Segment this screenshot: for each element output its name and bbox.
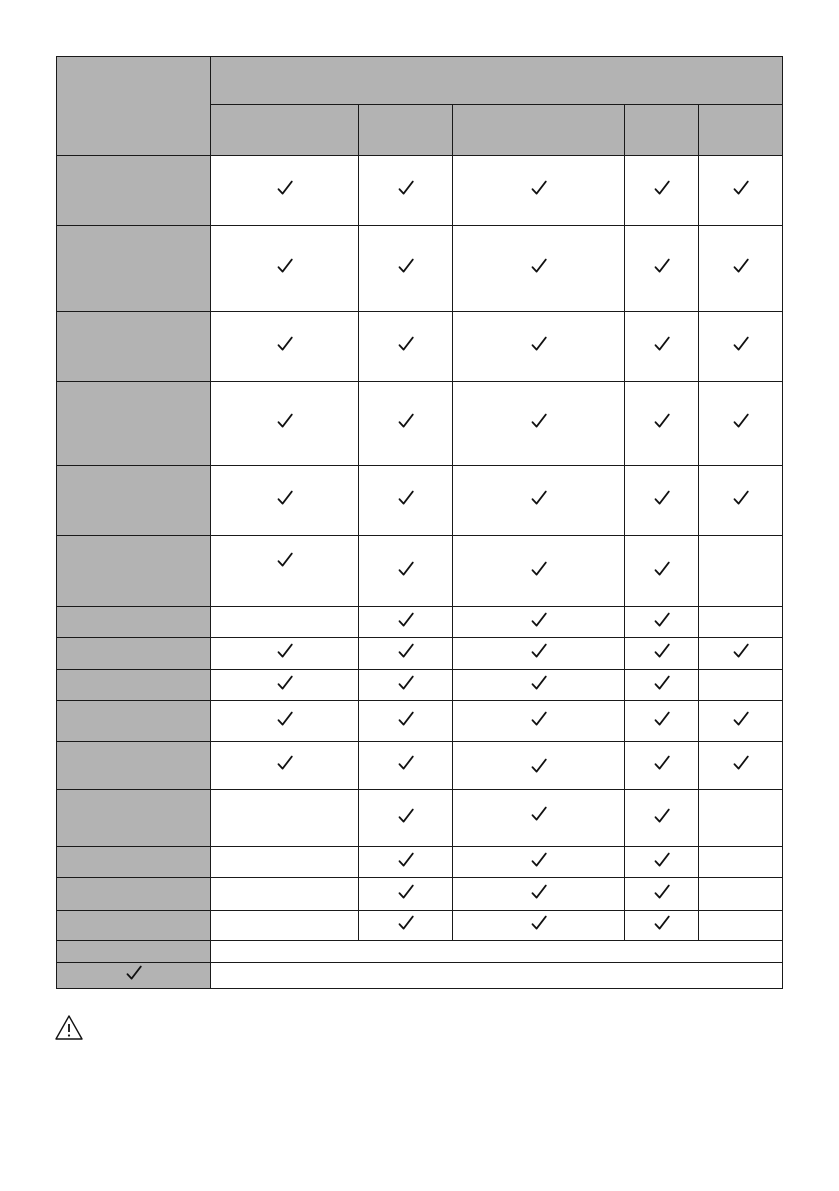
- check-mark-icon: [652, 256, 672, 276]
- row-label-cell: [57, 847, 211, 878]
- row-label-cell: [57, 226, 211, 312]
- check-mark-icon: [529, 850, 549, 870]
- table-cell: [211, 466, 359, 536]
- column-header-5: [699, 105, 783, 156]
- check-mark-icon: [396, 641, 416, 661]
- table-cell: [211, 607, 359, 638]
- check-mark-icon: [652, 610, 672, 630]
- table-row: [57, 226, 783, 312]
- check-mark-icon: [731, 641, 751, 661]
- row-label-cell: [57, 878, 211, 911]
- legend-description-cell: [211, 963, 783, 989]
- row-label-cell: [57, 607, 211, 638]
- legend-row: [57, 963, 783, 989]
- table-cell: [359, 878, 453, 911]
- table-cell: [699, 742, 783, 790]
- table-cell: [359, 670, 453, 701]
- check-mark-icon: [529, 756, 549, 776]
- check-mark-icon: [652, 178, 672, 198]
- table-row: [57, 911, 783, 941]
- check-mark-icon: [275, 488, 295, 508]
- header-corner-cell: [57, 57, 211, 156]
- table-cell: [699, 607, 783, 638]
- table-cell: [625, 312, 699, 382]
- check-mark-icon: [652, 850, 672, 870]
- header-group-cell: [211, 57, 783, 105]
- table-cell: [453, 156, 625, 226]
- table-cell: [359, 701, 453, 742]
- check-mark-icon: [652, 411, 672, 431]
- check-mark-icon: [652, 641, 672, 661]
- check-mark-icon: [396, 334, 416, 354]
- table-row: [57, 847, 783, 878]
- check-mark-icon: [731, 411, 751, 431]
- check-mark-icon: [396, 850, 416, 870]
- check-mark-icon: [396, 411, 416, 431]
- row-label-cell: [57, 701, 211, 742]
- table-cell: [625, 226, 699, 312]
- row-label-cell: [57, 790, 211, 847]
- table-cell: [359, 312, 453, 382]
- table-cell: [359, 742, 453, 790]
- table-row: [57, 156, 783, 226]
- legend-label-cell: [57, 941, 211, 963]
- check-mark-icon: [124, 963, 144, 983]
- row-label-cell: [57, 536, 211, 607]
- table-cell: [453, 670, 625, 701]
- table-cell: [359, 790, 453, 847]
- table-cell: [359, 226, 453, 312]
- table-cell: [211, 911, 359, 941]
- table-row: [57, 312, 783, 382]
- table-cell: [211, 701, 359, 742]
- table-cell: [699, 312, 783, 382]
- table-cell: [699, 156, 783, 226]
- check-mark-icon: [396, 806, 416, 826]
- table-cell: [625, 536, 699, 607]
- check-mark-icon: [275, 753, 295, 773]
- table-cell: [211, 382, 359, 466]
- table-cell: [453, 847, 625, 878]
- table-cell: [211, 790, 359, 847]
- table-cell: [453, 466, 625, 536]
- table-cell: [211, 742, 359, 790]
- table-cell: [211, 312, 359, 382]
- table-row: [57, 638, 783, 670]
- check-mark-icon: [529, 256, 549, 276]
- check-mark-icon: [275, 334, 295, 354]
- table-cell: [699, 536, 783, 607]
- check-mark-icon: [396, 709, 416, 729]
- table-row: [57, 670, 783, 701]
- table-row: [57, 382, 783, 466]
- check-mark-icon: [731, 334, 751, 354]
- table-cell: [359, 638, 453, 670]
- table-cell: [625, 466, 699, 536]
- check-mark-icon: [396, 882, 416, 902]
- table-cell: [699, 878, 783, 911]
- table-cell: [699, 847, 783, 878]
- table-cell: [211, 638, 359, 670]
- table-cell: [625, 911, 699, 941]
- table-cell: [453, 382, 625, 466]
- check-mark-icon: [652, 673, 672, 693]
- check-mark-icon: [731, 256, 751, 276]
- check-mark-icon: [652, 709, 672, 729]
- compatibility-table: [56, 56, 783, 989]
- check-mark-icon: [529, 334, 549, 354]
- check-mark-icon: [652, 753, 672, 773]
- row-label-cell: [57, 156, 211, 226]
- check-mark-icon: [396, 610, 416, 630]
- table-cell: [625, 701, 699, 742]
- table-cell: [699, 466, 783, 536]
- check-mark-icon: [652, 559, 672, 579]
- check-mark-icon: [529, 709, 549, 729]
- check-mark-icon: [275, 411, 295, 431]
- table-cell: [453, 790, 625, 847]
- table-cell: [211, 847, 359, 878]
- table-cell: [699, 226, 783, 312]
- column-header-4: [625, 105, 699, 156]
- table-cell: [699, 638, 783, 670]
- check-mark-icon: [652, 488, 672, 508]
- check-mark-icon: [529, 641, 549, 661]
- table-cell: [453, 312, 625, 382]
- table-cell: [699, 790, 783, 847]
- table-cell: [625, 382, 699, 466]
- row-label-cell: [57, 638, 211, 670]
- table-cell: [211, 878, 359, 911]
- check-mark-icon: [731, 753, 751, 773]
- check-mark-icon: [275, 550, 295, 570]
- table-cell: [359, 466, 453, 536]
- check-mark-icon: [731, 488, 751, 508]
- table-cell: [453, 536, 625, 607]
- check-mark-icon: [275, 673, 295, 693]
- table-cell: [453, 701, 625, 742]
- table-cell: [699, 382, 783, 466]
- table-cell: [453, 226, 625, 312]
- table-row: [57, 536, 783, 607]
- table-cell: [359, 156, 453, 226]
- table-cell: [359, 847, 453, 878]
- check-mark-icon: [529, 559, 549, 579]
- table-cell: [359, 536, 453, 607]
- check-mark-icon: [529, 411, 549, 431]
- row-label-cell: [57, 742, 211, 790]
- row-label-cell: [57, 466, 211, 536]
- check-mark-icon: [275, 256, 295, 276]
- table-cell: [453, 878, 625, 911]
- table-row: [57, 466, 783, 536]
- table-row: [57, 701, 783, 742]
- table-cell: [699, 911, 783, 941]
- check-mark-icon: [396, 913, 416, 933]
- check-mark-icon: [396, 178, 416, 198]
- check-mark-icon: [275, 641, 295, 661]
- table-cell: [211, 156, 359, 226]
- check-mark-icon: [652, 882, 672, 902]
- table-cell: [359, 607, 453, 638]
- check-mark-icon: [652, 806, 672, 826]
- table-cell: [453, 742, 625, 790]
- check-mark-icon: [275, 709, 295, 729]
- check-mark-icon: [529, 178, 549, 198]
- check-mark-icon: [529, 610, 549, 630]
- row-label-cell: [57, 911, 211, 941]
- table-cell: [211, 226, 359, 312]
- table-cell: [453, 607, 625, 638]
- column-header-3: [453, 105, 625, 156]
- table-cell: [359, 911, 453, 941]
- check-mark-icon: [396, 673, 416, 693]
- legend-label-cell: [57, 963, 211, 989]
- table-cell: [625, 638, 699, 670]
- table-cell: [625, 607, 699, 638]
- row-label-cell: [57, 670, 211, 701]
- table-cell: [625, 790, 699, 847]
- table-cell: [359, 382, 453, 466]
- check-mark-icon: [275, 178, 295, 198]
- table-cell: [625, 742, 699, 790]
- check-mark-icon: [396, 559, 416, 579]
- column-header-2: [359, 105, 453, 156]
- table-cell: [625, 670, 699, 701]
- check-mark-icon: [529, 913, 549, 933]
- check-mark-icon: [652, 913, 672, 933]
- table-cell: [453, 638, 625, 670]
- header-row-top: [57, 57, 783, 105]
- table-cell: [453, 911, 625, 941]
- table-cell: [211, 670, 359, 701]
- check-mark-icon: [731, 709, 751, 729]
- table-cell: [211, 536, 359, 607]
- table-row: [57, 790, 783, 847]
- check-mark-icon: [529, 882, 549, 902]
- legend-description-cell: [211, 941, 783, 963]
- row-label-cell: [57, 312, 211, 382]
- check-mark-icon: [396, 488, 416, 508]
- check-mark-icon: [529, 488, 549, 508]
- table-cell: [699, 701, 783, 742]
- check-mark-icon: [396, 753, 416, 773]
- table-row: [57, 607, 783, 638]
- check-mark-icon: [731, 178, 751, 198]
- legend-row: [57, 941, 783, 963]
- column-header-1: [211, 105, 359, 156]
- check-mark-icon: [529, 673, 549, 693]
- table-cell: [625, 156, 699, 226]
- table-row: [57, 878, 783, 911]
- check-mark-icon: [529, 804, 549, 824]
- check-mark-icon: [396, 256, 416, 276]
- table-cell: [625, 847, 699, 878]
- check-mark-icon: [652, 334, 672, 354]
- table-cell: [625, 878, 699, 911]
- warning-triangle-icon: [54, 1014, 84, 1042]
- table-row: [57, 742, 783, 790]
- row-label-cell: [57, 382, 211, 466]
- table-cell: [699, 670, 783, 701]
